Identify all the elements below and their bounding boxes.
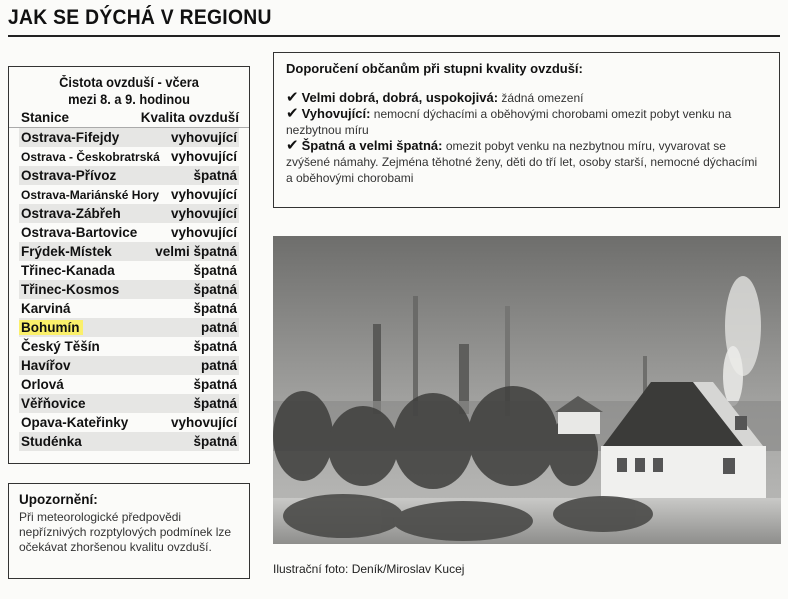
quality-value: špatná: [193, 339, 237, 354]
station-name: Orlová: [21, 377, 64, 392]
quality-value: špatná: [193, 377, 237, 392]
table-row: [19, 223, 239, 242]
warning-text: Při meteorologické předpovědi nepříznivých rozptylových podmínek lze očekávat zhoršenou kvalitu ovzduší.: [19, 510, 232, 554]
quality-value: špatná: [193, 396, 237, 411]
table-row: [19, 413, 239, 432]
station-name: Věřňovice: [21, 396, 86, 411]
table-row: [19, 147, 239, 166]
table-row: [19, 318, 239, 337]
recommendation-text: omezit pobyt venku na nezbytnou míru, vyvarovat se zvýšené námahy. Zejména těhotné ženy, děti do tří let, osoby starší, nemocné dýchacími a oběhovými chorobami: [286, 139, 758, 185]
table-row: [19, 280, 239, 299]
column-quality: Kvalita ovzduší: [140, 110, 239, 125]
recommendation-text: nemocní dýchacími a oběhovými chorobami omezit pobyt venku na nezbytnou míru: [286, 107, 732, 137]
recommendation-label: Velmi dobrá, dobrá, uspokojivá:: [301, 90, 499, 105]
recommendation-item: [286, 106, 767, 138]
table-row: [19, 356, 239, 375]
illustration-photo: [273, 236, 781, 544]
station-name: Třinec-Kosmos: [21, 282, 120, 297]
headline-rule: [8, 35, 780, 37]
table-row: [19, 185, 239, 204]
station-name: Bohumín: [19, 320, 83, 335]
table-row: [19, 337, 239, 356]
station-name: Ostrava-Bartovice: [21, 225, 138, 240]
station-name: Ostrava - Českobratrská: [21, 149, 160, 164]
station-name: Ostrava-Zábřeh: [21, 206, 121, 221]
station-name: Ostrava-Mariánské Hory: [21, 187, 160, 202]
quality-value: špatná: [193, 263, 237, 278]
quality-value: velmi špatná: [155, 244, 237, 259]
station-name: Český Těšín: [21, 339, 100, 354]
station-name: Ostrava-Přívoz: [21, 168, 117, 183]
table-row: [19, 375, 239, 394]
station-name: Ostrava-Fifejdy: [21, 130, 120, 145]
checkmark-icon: ✔: [286, 105, 299, 122]
table-header: [9, 109, 249, 128]
quality-value: vyhovující: [170, 149, 237, 164]
table-row: [19, 299, 239, 318]
table-title-line2: mezi 8. a 9. hodinou: [68, 92, 190, 107]
photo-caption: Ilustrační foto: Deník/Miroslav Kucej: [273, 562, 465, 576]
quality-value: vyhovující: [170, 187, 237, 202]
quality-value: špatná: [193, 168, 237, 183]
station-name: Karviná: [21, 301, 71, 316]
quality-value: špatná: [193, 434, 237, 449]
table-row: [19, 166, 239, 185]
smog-landscape-image: [273, 236, 781, 544]
recommendations-list: [286, 90, 767, 186]
recommendation-label: Špatná a velmi špatná:: [301, 138, 443, 153]
quality-value: vyhovující: [170, 415, 237, 430]
column-station: Stanice: [21, 110, 70, 125]
warning-title: Upozornění:: [19, 492, 98, 507]
table-row: [19, 128, 239, 147]
warning-box: [8, 483, 250, 579]
checkmark-icon: ✔: [286, 137, 299, 154]
station-name: Studénka: [21, 434, 82, 449]
recommendations-title: Doporučení občanům při stupni kvality ovzduší:: [286, 61, 583, 76]
quality-value: vyhovující: [170, 130, 237, 145]
table-row: [19, 242, 239, 261]
table-row: [19, 261, 239, 280]
table-row: [19, 432, 239, 451]
recommendation-item: [286, 138, 767, 186]
station-name: Třinec-Kanada: [21, 263, 115, 278]
table-rows: [9, 128, 249, 451]
quality-value: patná: [200, 320, 237, 335]
quality-value: vyhovující: [170, 225, 237, 240]
quality-value: vyhovující: [170, 206, 237, 221]
recommendation-label: Vyhovující:: [301, 106, 371, 121]
headline: JAK SE DÝCHÁ V REGIONU: [8, 6, 272, 29]
air-quality-table: [8, 66, 250, 464]
recommendation-item: [286, 90, 767, 106]
quality-value: špatná: [193, 301, 237, 316]
checkmark-icon: ✔: [286, 89, 299, 106]
quality-value: špatná: [193, 282, 237, 297]
station-name: Opava-Kateřinky: [21, 415, 129, 430]
recommendation-text: žádná omezení: [501, 91, 584, 105]
table-title-line1: Čistota ovzduší - včera: [59, 75, 199, 90]
quality-value: patná: [200, 358, 237, 373]
table-row: [19, 394, 239, 413]
station-name: Havířov: [21, 358, 71, 373]
table-title: [15, 74, 243, 108]
station-name: Frýdek-Místek: [21, 244, 112, 259]
recommendations-box: [273, 52, 780, 208]
table-row: [19, 204, 239, 223]
